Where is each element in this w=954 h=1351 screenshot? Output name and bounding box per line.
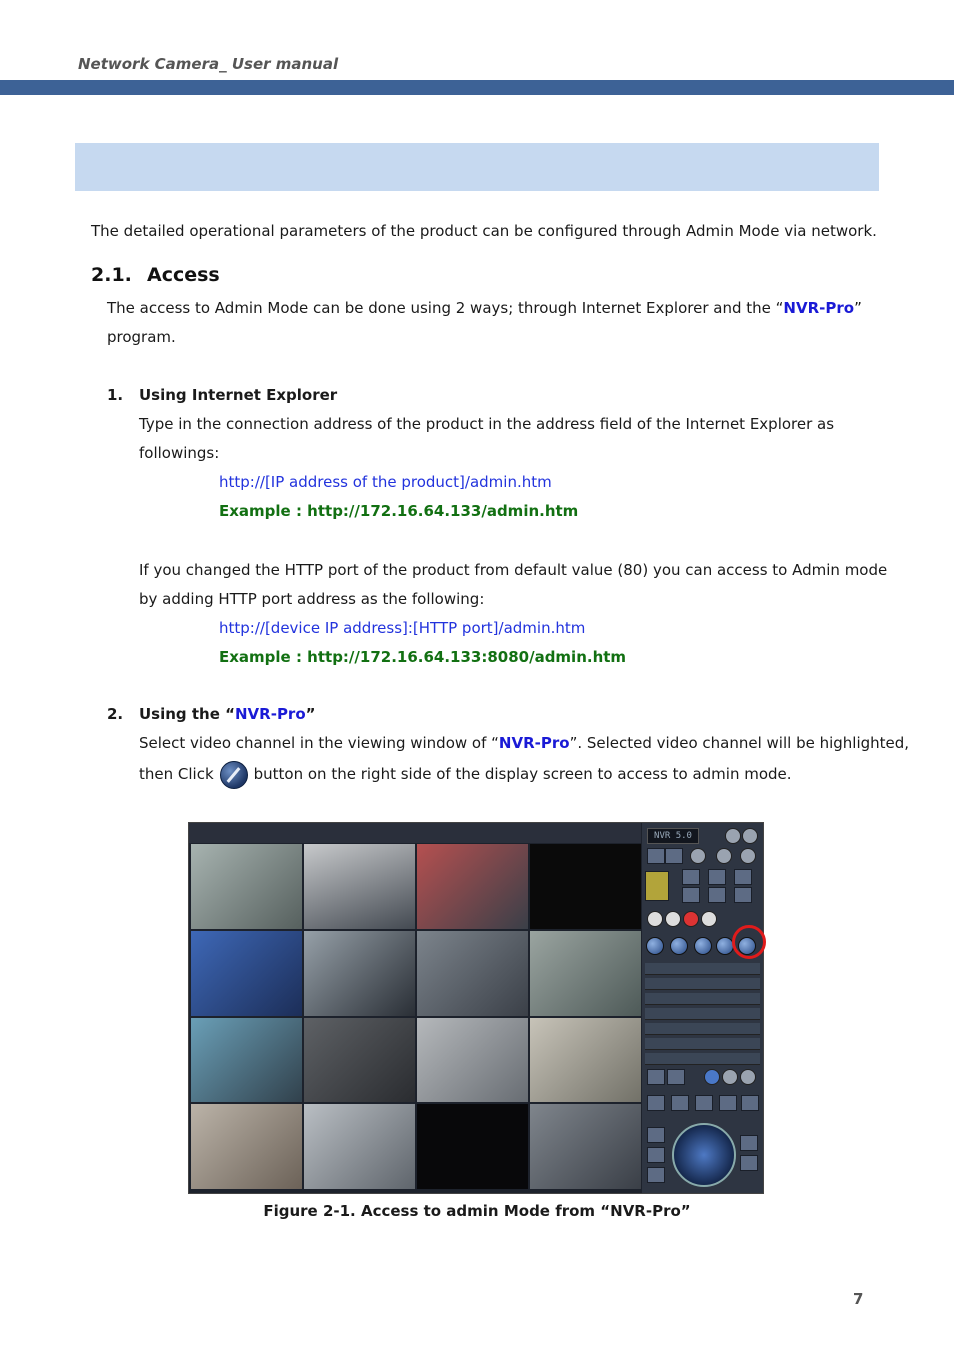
alarm-status-row <box>645 993 760 1005</box>
item2-title-end: ” <box>305 705 316 723</box>
alarm-status-row <box>645 1038 760 1050</box>
example-url-2: Example : http://172.16.64.133:8080/admin.htm <box>219 648 627 666</box>
relay-indicator <box>704 1069 720 1085</box>
para-line-2: program. <box>107 328 176 346</box>
panel-button <box>708 887 726 903</box>
nvr-pro-highlight: NVR-Pro <box>783 299 855 317</box>
camera-tile <box>417 1104 528 1189</box>
admin-settings-icon <box>220 761 248 789</box>
running-header-title: Network Camera_ User manual <box>78 55 339 73</box>
page-number: 7 <box>853 1290 864 1308</box>
section-heading <box>91 264 220 286</box>
item1-port-urls <box>219 614 626 672</box>
alarm-status-row <box>645 1008 760 1020</box>
alarm-status-row <box>645 963 760 975</box>
panel-button <box>682 887 700 903</box>
item2-number: 2. <box>107 705 124 723</box>
item2-heading <box>107 700 316 729</box>
camera-tile <box>417 1018 528 1103</box>
panel-button <box>682 869 700 885</box>
zoom-in-icon <box>740 1135 758 1151</box>
figure-caption: Figure 2-1. Access to admin Mode from “NVR-Pro” <box>263 1202 691 1220</box>
header-rule-bar <box>0 80 954 95</box>
chapter-heading-band <box>75 143 879 191</box>
camera-tile <box>530 931 641 1016</box>
panel-round-button <box>670 937 688 955</box>
url-format-link[interactable]: http://[IP address of the product]/admin.htm <box>219 473 552 491</box>
item2-body <box>139 729 909 789</box>
pause-icon <box>701 911 717 927</box>
panel-button <box>740 848 756 864</box>
relay-indicator <box>722 1069 738 1085</box>
camera-tile <box>304 931 415 1016</box>
alarm-status-row <box>645 1053 760 1065</box>
tool-button <box>647 1095 665 1111</box>
camera-grid <box>191 844 641 1189</box>
tool-button <box>741 1095 759 1111</box>
item1-heading <box>107 381 337 410</box>
camera-tile <box>191 844 302 929</box>
ptz-button <box>647 1167 665 1183</box>
panel-round-button <box>646 937 664 955</box>
port-line2: by adding HTTP port address as the following: <box>139 590 485 608</box>
camera-tile <box>304 1104 415 1189</box>
zoom-out-icon <box>740 1155 758 1171</box>
item1-port-text <box>139 556 887 614</box>
camera-tile <box>417 931 528 1016</box>
item2-line1-text: Select video channel in the viewing window of “ <box>139 734 499 752</box>
screenshot-titlebar <box>189 823 641 843</box>
nvr-logo: NVR 5.0 <box>647 828 699 844</box>
camera-tile <box>191 931 302 1016</box>
item2-line2-text: then Click <box>139 765 214 783</box>
port-line1: If you changed the HTTP port of the product from default value (80) you can access to Admin mode <box>139 561 888 579</box>
item1-body <box>139 410 834 468</box>
panel-button <box>734 887 752 903</box>
camera-tile <box>530 1104 641 1189</box>
control-panel <box>642 823 763 1193</box>
tool-button <box>695 1095 713 1111</box>
item2-line1-highlight: NVR-Pro <box>498 734 570 752</box>
item1-urls <box>219 468 578 526</box>
section-paragraph <box>107 294 862 352</box>
section-title: Access <box>147 264 220 286</box>
url-format-link-2[interactable]: http://[device IP address]:[HTTP port]/admin.htm <box>219 619 586 637</box>
close-icon <box>742 828 758 844</box>
ptz-button <box>647 1127 665 1143</box>
alarm-status-row <box>645 1023 760 1035</box>
panel-button <box>708 869 726 885</box>
nvr-pro-screenshot <box>188 822 764 1194</box>
intro-paragraph: The detailed operational parameters of the product can be configured through Admin Mode via network. <box>91 222 877 240</box>
minimize-icon <box>725 828 741 844</box>
para-text-end: ” <box>854 299 862 317</box>
para-text: The access to Admin Mode can be done using 2 ways; through Internet Explorer and the “ <box>107 299 784 317</box>
relay-button <box>647 1069 665 1085</box>
panel-button <box>647 848 665 864</box>
item1-line2: followings: <box>139 444 220 462</box>
panel-button <box>665 848 683 864</box>
panel-button <box>716 848 732 864</box>
item1-title: Using Internet Explorer <box>139 386 338 404</box>
item1-number: 1. <box>107 386 124 404</box>
tool-button <box>671 1095 689 1111</box>
record-icon <box>683 911 699 927</box>
alarm-status-row <box>645 978 760 990</box>
camera-tile <box>304 844 415 929</box>
panel-button <box>690 848 706 864</box>
stop-icon <box>665 911 681 927</box>
tool-button <box>719 1095 737 1111</box>
layout-grid-icon <box>645 871 669 901</box>
camera-tile <box>191 1104 302 1189</box>
item2-line2-end: button on the right side of the display screen to access to admin mode. <box>253 765 792 783</box>
camera-tile <box>530 1018 641 1103</box>
item1-line1: Type in the connection address of the product in the address field of the Internet Explorer as <box>139 415 835 433</box>
camera-tile <box>304 1018 415 1103</box>
item2-nvr-pro-highlight: NVR-Pro <box>235 705 306 723</box>
camera-tile <box>191 1018 302 1103</box>
ptz-direction-pad <box>672 1123 736 1187</box>
ptz-button <box>647 1147 665 1163</box>
camera-tile <box>530 844 641 929</box>
highlight-circle <box>732 925 766 959</box>
relay-indicator <box>740 1069 756 1085</box>
section-number: 2.1. <box>91 264 132 286</box>
camera-tile <box>417 844 528 929</box>
relay-button <box>667 1069 685 1085</box>
play-icon <box>647 911 663 927</box>
item2-title-text: Using the “ <box>139 705 235 723</box>
item2-line1-end: ”. Selected video channel will be highlighted, <box>569 734 910 752</box>
example-url-1: Example : http://172.16.64.133/admin.htm <box>219 502 579 520</box>
panel-button <box>734 869 752 885</box>
panel-round-button <box>694 937 712 955</box>
